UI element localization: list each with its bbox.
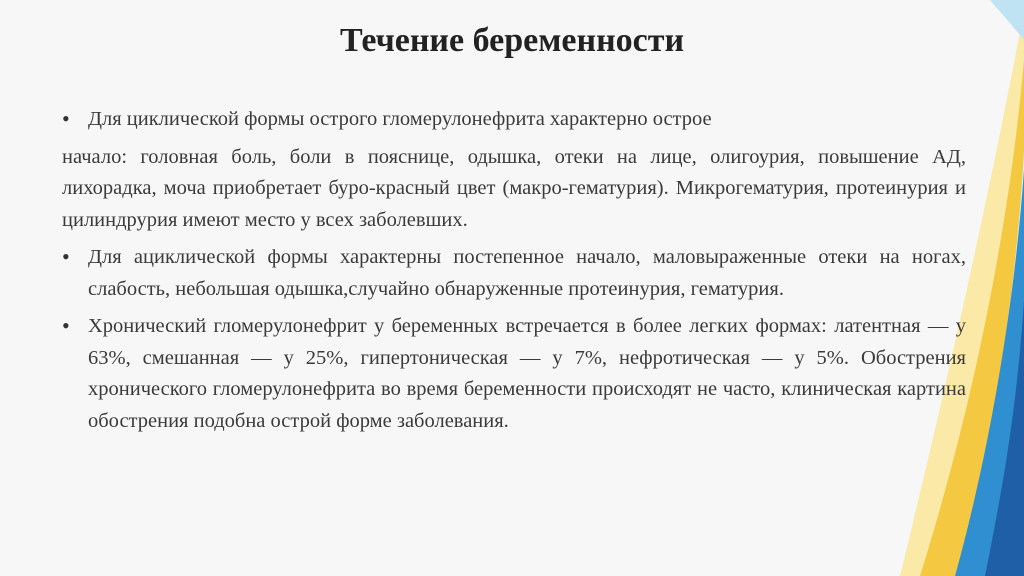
list-item (62, 242, 966, 305)
paragraph-text: Для ациклической формы характерны постепенное начало, маловыраженные отеки на ногах, слабость, небольшая одышка,случайно обнаруженные протеинурия, гематурия. (88, 246, 966, 300)
list-item-continuation (62, 142, 966, 237)
bullet-icon: • (62, 106, 70, 131)
slide-body (62, 104, 966, 443)
bullet-icon: • (62, 313, 70, 338)
bullet-icon: • (62, 244, 70, 269)
paragraph-text: Хронический гломерулонефрит у беременных встречается в более легких формах: латентная — у 63%, смешанная — у 25%, гипертоническая — у 7%, нефротическая — у 5%. Обострения хронического гломерулонефрита во время беременности происходят не часто, клиническая картина обострения подобна острой форме заболевания. (88, 315, 966, 432)
paragraph-text: Для циклической формы острого гломерулонефрита характерно острое (88, 108, 712, 130)
list-item (62, 311, 966, 437)
slide-title: Течение беременности (339, 22, 685, 59)
list-item (62, 104, 966, 136)
paragraph-text: начало: головная боль, боли в пояснице, одышка, отеки на лице, олигоурия, повышение АД, лихорадка, моча приобретает буро-красный цвет (макро-гематурия). Микрогематурия, протеинурия и цилиндрурия имеют место у всех заболевших. (62, 145, 966, 231)
